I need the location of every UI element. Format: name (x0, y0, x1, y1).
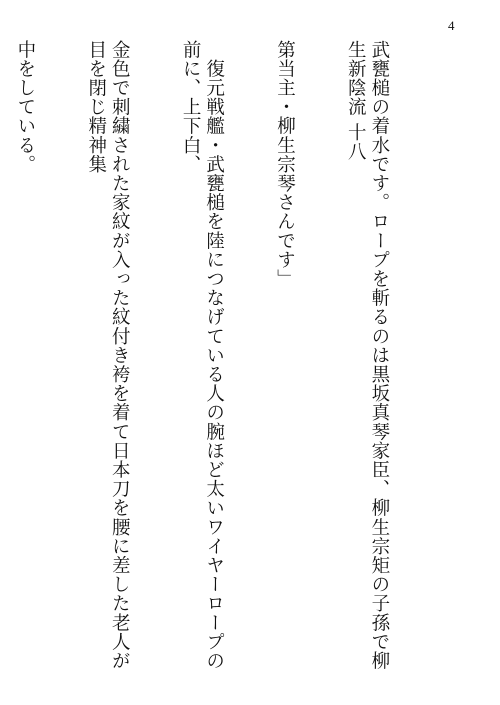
text-line: 復元戦艦・武甕槌を陸につなげている人の腕ほど太いワイヤーロープの前に、上下白、 (180, 40, 225, 671)
text-line: 第当主・柳生宗琴さんです」 (274, 40, 296, 289)
text-line: 武甕槌の着水です。ロープを斬るのは黒坂真琴家臣、柳生宗矩の子孫で柳生新陰流 十八 (345, 40, 390, 671)
body-text (14, 40, 438, 680)
text-line: 中をしている。 (14, 40, 36, 174)
page-number: 4 (448, 18, 455, 33)
text-line: 金色で刺繍された家紋が入った紋付き袴を着て日本刀を腰に差した老人が目を閉じ精神集 (85, 40, 131, 671)
